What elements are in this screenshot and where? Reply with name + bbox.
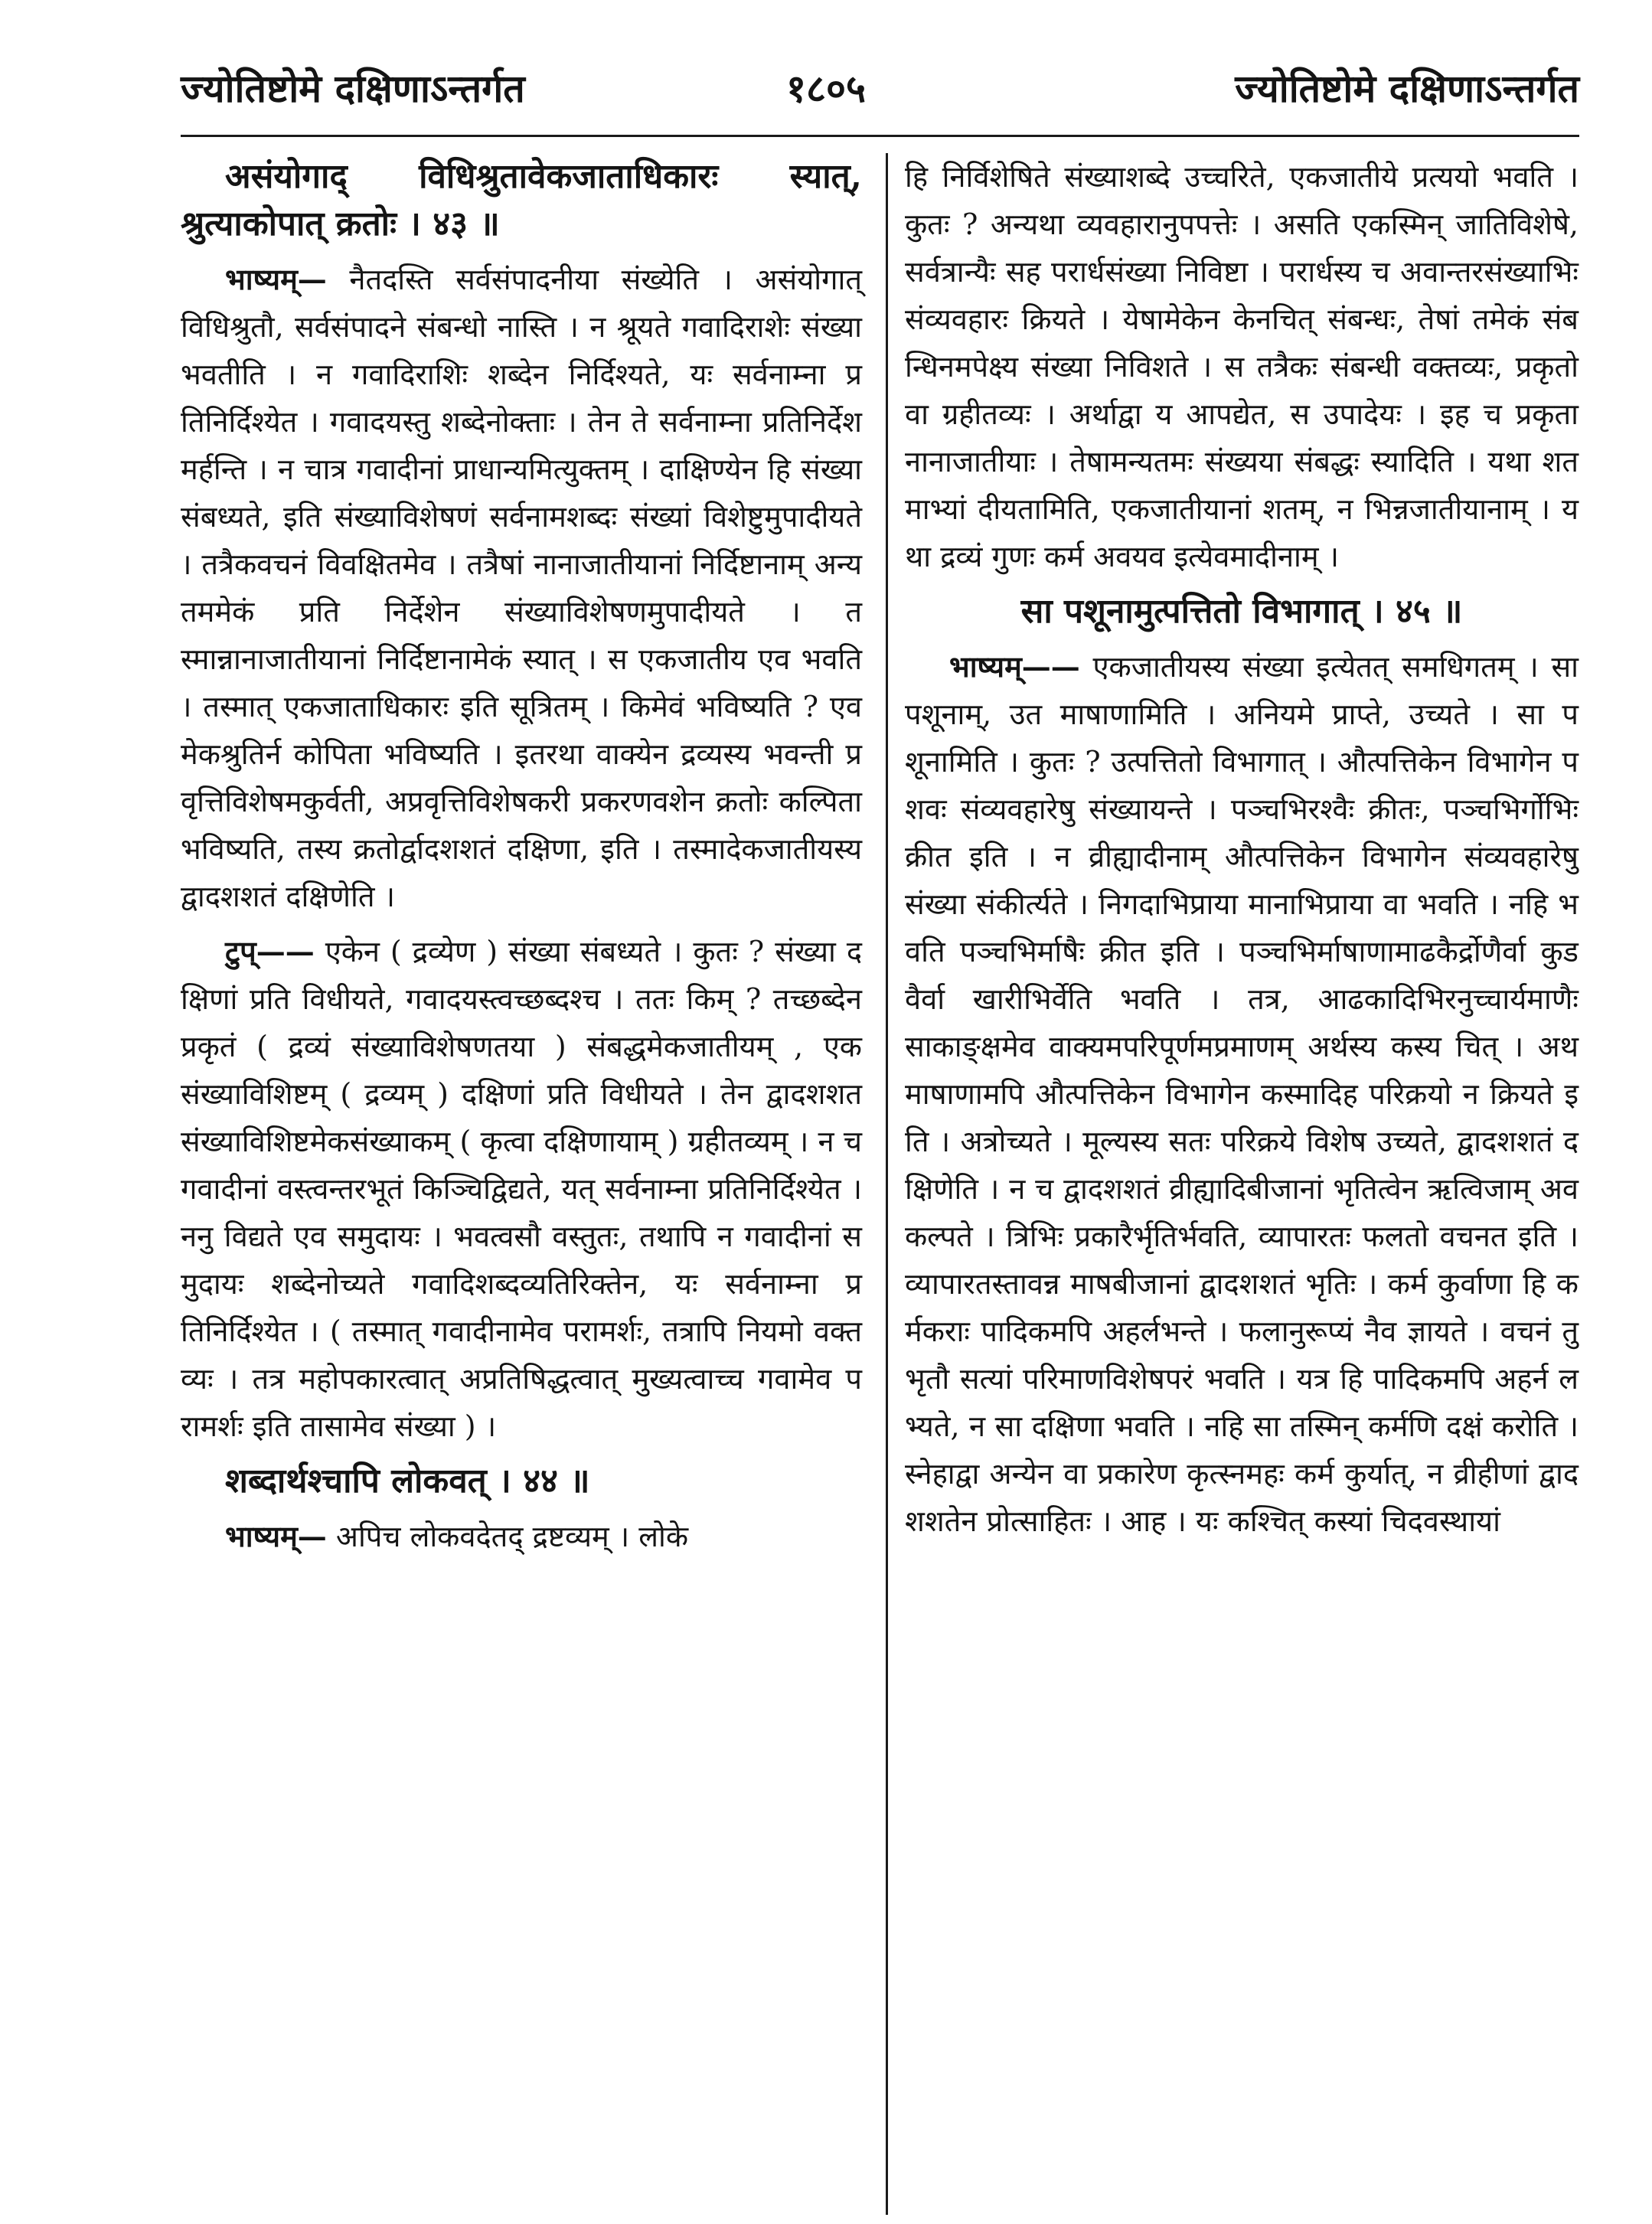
running-header-right: ज्योतिष्टोमे दक्षिणाऽन्तर्गत — [1235, 66, 1579, 111]
left-column — [181, 153, 862, 1568]
bhashya-text: नैतदस्ति सर्वसंपादनीया संख्येति । असंयोगात् विधिश्रुतौ, सर्वसंपादने संबन्धो नास्ति । न श्रूयते गवादिराशेः संख्या भवतीति । न गवादिराशिः शब्देन निर्दिश्यते, यः सर्वनाम्ना प्रतिनिर्दिश्येत । गवादयस्तु शब्देनोक्ताः । तेन ते सर्वनाम्ना प्रतिनिर्देशमर्हन्ति । न चात्र गवादीनां प्राधान्यमित्युक्तम् । दाक्षिण्येन हि संख्या संबध्यते, इति संख्याविशेषणं सर्वनामशब्दः संख्यां विशेष्टुमुपादीयते । तत्रैकवचनं विवक्षितमेव । तत्रैषां नानाजातीयानां निर्दिष्टानाम् अन्यतममेकं प्रति निर्देशेन संख्याविशेषणमुपादीयते । तस्मान्नानाजातीयानां निर्दिष्टानामेकं स्यात् । स एकजातीय एव भवति । तस्मात् एकजाताधिकारः इति सूत्रितम् । किमेवं भविष्यति ? एवमेकश्रुतिर्न कोपिता भविष्यति । इतरथा वाक्येन द्रव्यस्य भवन्ती प्रवृत्तिविशेषमकुर्वती, अप्रवृत्तिविशेषकरी प्रकरणवशेन क्रतोः कल्पिता भविष्यति, तस्य क्रतोर्द्वादशशतं दक्षिणा, इति । तस्मादेकजातीयस्य द्वादशशतं दक्षिणेति । — [181, 263, 862, 913]
bhashya-text: अपिच लोकवदेतद् द्रष्टव्यम् । लोके — [335, 1520, 689, 1553]
bhashya-44 — [181, 1513, 862, 1560]
continued-paragraph: हि निर्विशेषिते संख्याशब्दे उच्चरिते, एकजातीये प्रत्ययो भवति । कुतः ? अन्यथा व्यवहारानुपपत्तेः । असति एकस्मिन् जातिविशेषे, सर्वत्रान्यैः सह परार्धसंख्या निविष्टा । परार्धस्य च अवान्तरसंख्याभिः संव्यवहारः क्रियते । येषामेकेन केनचित् संबन्धः, तेषां तमेकं संबन्धिनमपेक्ष्य संख्या निविशते । स तत्रैकः संबन्धी वक्तव्यः, प्रकृतो वा ग्रहीतव्यः । अर्थाद्वा य आपद्येत, स उपादेयः । इह च प्रकृता नानाजातीयाः । तेषामन्यतमः संख्यया संबद्धः स्यादिति । यथा शतमाभ्यां दीयतामिति, एकजातीयानां शतम्, न भिन्नजातीयानाम् । यथा द्रव्यं गुणः कर्म अवयव इत्येवमादीनाम् । — [905, 160, 1579, 573]
page-number: १८०५ — [786, 66, 866, 111]
tup-label: टुप्—— — [225, 934, 315, 968]
tup-commentary — [181, 928, 862, 1450]
tup-text: एकेन ( द्रव्येण ) संख्या संबध्यते । कुतः ? संख्या दक्षिणां प्रति विधीयते, गवादयस्त्वच्छब्दश्च । ततः किम् ? तच्छब्देन प्रकृतं ( द्रव्यं संख्याविशेषणतया ) संबद्धमेकजातीयम् , एकसंख्याविशिष्टम् ( द्रव्यम् ) दक्षिणां प्रति विधीयते । तेन द्वादशशतसंख्याविशिष्टमेकसंख्याकम् ( कृत्वा दक्षिणायाम् ) ग्रहीतव्यम् । न च गवादीनां वस्त्वन्तरभूतं किञ्चिद्विद्यते, यत् सर्वनाम्ना प्रतिनिर्दिश्येत । ननु विद्यते एव समुदायः । भवत्वसौ वस्तुतः, तथापि न गवादीनां समुदायः शब्देनोच्यते गवादिशब्दव्यतिरिक्तेन, यः सर्वनाम्ना प्रतिनिर्दिश्येत । ( तस्मात् गवादीनामेव परामर्शः, तत्रापि नियमो वक्तव्यः । तत्र महोपकारत्वात् अप्रतिषिद्धत्वात् मुख्यत्वाच्च गवामेव परामर्शः इति तासामेव संख्या ) । — [181, 935, 862, 1443]
sutra-45: सा पशूनामुत्पत्तितो विभागात् । ४५ ॥ — [1020, 592, 1463, 631]
bhashya-label: भाष्यम्— — [225, 262, 327, 296]
sutra-43: असंयोगाद् विधिश्रुतावेकजाताधिकारः स्यात्, श्रुत्याकोपात् क्रतोः । ४३ ॥ — [181, 157, 862, 243]
bhashya-label: भाष्यम्—— — [949, 649, 1080, 684]
bhashya-43 — [181, 256, 862, 920]
header-rule — [181, 135, 1579, 137]
bhashya-label: भाष्यम्— — [225, 1519, 327, 1553]
column-separator — [886, 153, 888, 2215]
bhashya-text: एकजातीयस्य संख्या इत्येतत् समधिगतम् । सा पशूनाम्, उत माषाणामिति । अनियमे प्राप्ते, उच्यते । सा पशूनामिति । कुतः ? उत्पत्तितो विभागात् । औत्पत्तिकेन विभागेन पशवः संव्यवहारेषु संख्यायन्ते । पञ्चभिरश्वैः क्रीतः, पञ्चभिर्गोभिः क्रीत इति । न व्रीह्यादीनाम् औत्पत्तिकेन विभागेन संव्यवहारेषु संख्या संकीर्त्यते । निगदाभिप्राया मानाभिप्राया वा भवति । नहि भवति पञ्चभिर्माषैः क्रीत इति । पञ्चभिर्माषाणामाढकैर्द्रोणैर्वा कुडवैर्वा खारीभिर्वेति भवति । तत्र, आढकादिभिरनुच्चार्यमाणैः साकाङ्क्षमेव वाक्यमपरिपूर्णमप्रमाणम् अर्थस्य कस्य चित् । अथ माषाणामपि औत्पत्तिकेन विभागेन कस्मादिह परिक्रयो न क्रियते इति । अत्रोच्यते । मूल्यस्य सतः परिक्रये विशेष उच्यते, द्वादशशतं दक्षिणेति । न च द्वादशशतं व्रीह्यादिबीजानां भृतित्वेन ऋत्विजाम् अवकल्पते । त्रिभिः प्रकारैर्भृतिर्भवति, व्यापारतः फलतो वचनत इति । व्यापारतस्तावन्न माषबीजानां द्वादशशतं भृतिः । कर्म कुर्वाणा हि कर्मकराः पादिकमपि अहर्लभन्ते । फलानुरूप्यं नैव ज्ञायते । वचनं तु भृतौ सत्यां परिमाणविशेषपरं भवति । यत्र हि पादिकमपि अहर्न लभ्यते, न सा दक्षिणा भवति । नहि सा तस्मिन् कर्मणि दक्षं करोति । स्नेहाद्वा अन्येन वा प्रकारेण कृत्स्नमहः कर्म कुर्यात्, न व्रीहीणां द्वादशशतेन प्रोत्साहितः । आह । यः कश्चित् कस्यां चिदवस्थायां — [905, 650, 1579, 1538]
sutra-44: शब्दार्थश्चापि लोकवत् । ४४ ॥ — [225, 1461, 590, 1501]
bhashya-45 — [905, 643, 1579, 1545]
right-column — [905, 153, 1579, 1553]
running-header-left: ज्योतिष्टोमे दक्षिणाऽन्तर्गत — [181, 66, 525, 111]
